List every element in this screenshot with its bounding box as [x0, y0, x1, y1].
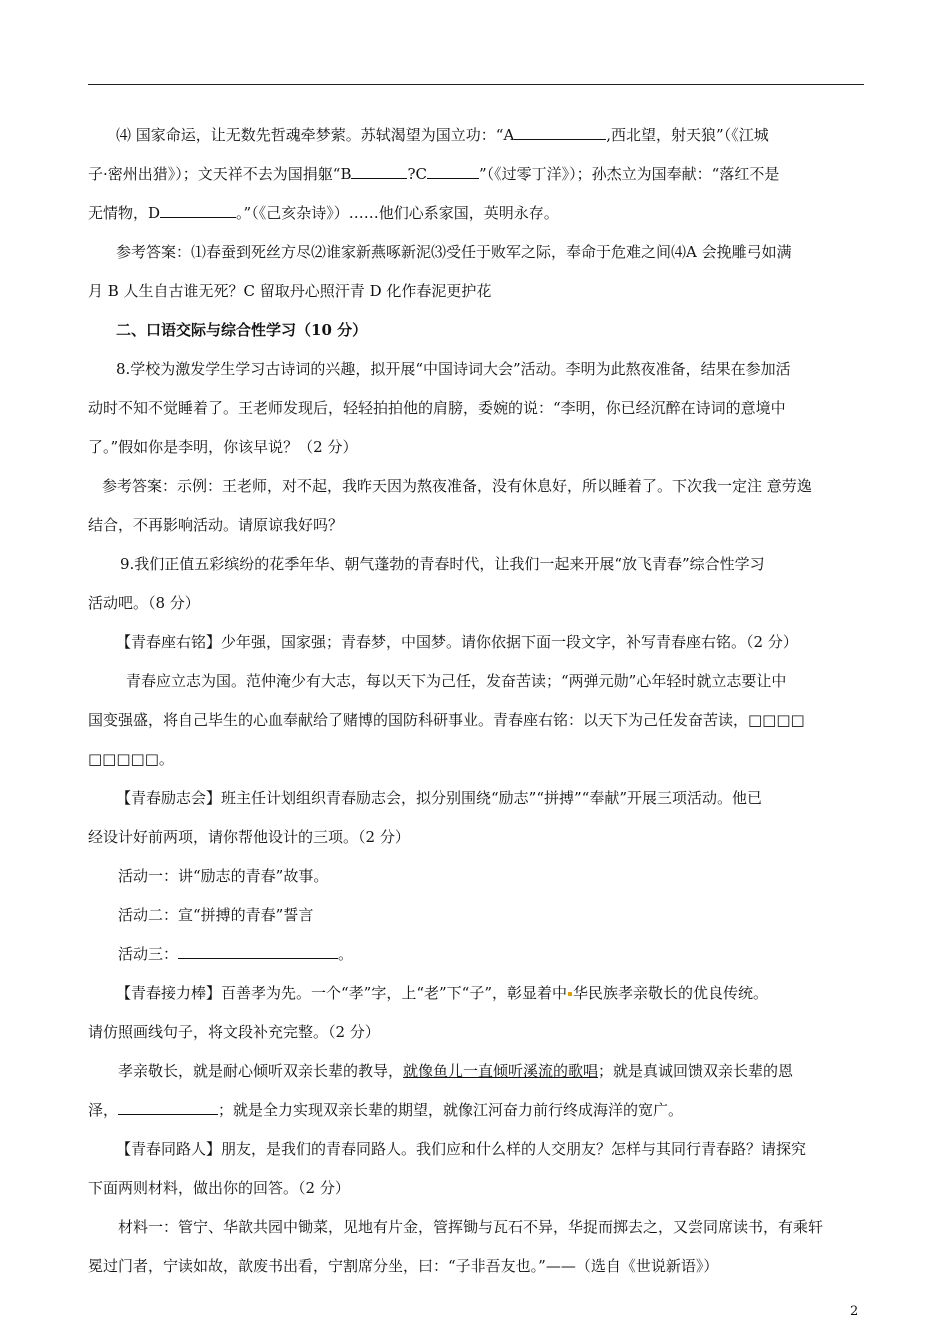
blank-activity-3[interactable]: [178, 943, 338, 959]
companion-line-2-text: 下面两则材料，做出你的回答。（2 分）: [88, 1179, 350, 1197]
rally-activity-1: 活动一：讲“励志的青春”故事。: [118, 867, 329, 885]
relay-line-4: 泽， ；就是全力实现双亲长辈的期望，就像江河奋力前行终成海洋的宽广。: [88, 1101, 684, 1119]
blank-a[interactable]: [514, 124, 606, 140]
blank-d[interactable]: [160, 202, 236, 218]
section2-title: 二、口语交际与综合性学习（10 分）: [116, 321, 368, 339]
q9-line-1: 9.我们正值五彩缤纷的花季年华、朝气蓬勃的青春时代，让我们一起来开展“放飞青春”综合性学习: [120, 555, 765, 573]
relay-line-2: 请仿照画线句子，将文段补充完整。（2 分）: [88, 1023, 380, 1041]
blank-relay[interactable]: [118, 1099, 218, 1115]
motto-line-3: 国变强盛，将自己毕生的心血奉献给了赌博的国防科研事业。青春座右铭：以天下为己任发奋苦读，□□□□: [88, 711, 805, 729]
answer1-line-1: 参考答案：⑴春蚕到死丝方尽⑵谁家新燕啄新泥⑶受任于败军之际，奉命于危难之间⑷A 会挽雕弓如满: [116, 243, 792, 261]
page-number: 2: [850, 1304, 859, 1319]
q8-line-3: 了。”假如你是李明，你该早说？（2 分）: [88, 438, 358, 456]
rally-line-2: 经设计好前两项，请你帮他设计的三项。（2 分）: [88, 828, 410, 846]
material-1-line-1: [88, 1216, 868, 1238]
q8-line-2: 动时不知不觉睡着了。王老师发现后，轻轻拍拍他的肩膀，委婉的说：“李明，你已经沉醉在诗词的意境中: [88, 399, 786, 417]
underlined-sentence: 就像鱼儿一直倾听溪流的歌唱: [403, 1062, 599, 1080]
material-1-line-2-text: 冕过门者，宁读如故，歆废书出看，宁割席分坐，曰：“子非吾友也。”——（选自《世说新语》）: [88, 1257, 719, 1275]
blank-b[interactable]: [351, 163, 407, 179]
header-rule: [88, 84, 864, 85]
motto-line-4: □□□□□。: [88, 750, 174, 768]
motto-line-1: 【青春座右铭】少年强，国家强；青春梦，中国梦。请你依据下面一段文字，补写青春座右铭。（2 分）: [116, 633, 798, 651]
q9-line-2: 活动吧。（8 分）: [88, 594, 200, 612]
companion-line-2: [88, 1177, 868, 1199]
blank-c[interactable]: [427, 163, 479, 179]
answer2-line-1: 参考答案：示例：王老师，对不起，我昨天因为熬夜准备，没有休息好，所以睡着了。下次我一定注 意劳逸: [102, 477, 812, 495]
q8-line-1: 8.学校为激发学生学习古诗词的兴趣，拟开展“中国诗词大会”活动。李明为此熬夜准备，结果在参加活: [116, 360, 791, 378]
highlight-mark: [568, 992, 572, 996]
q4-line-2: 子·密州出猎》）；文天祥不去为国捐躯“B ?C ”（《过零丁洋》）；孙杰立为国奉献：“落红不是: [88, 165, 780, 183]
relay-line-3: 孝亲敬长，就是耐心倾听双亲长辈的教导，就像鱼儿一直倾听溪流的歌唱；就是真诚回馈双亲长辈的恩: [118, 1062, 794, 1080]
material-1-line-1-text: 材料一：管宁、华歆共园中锄菜，见地有片金，管挥锄与瓦石不异，华捉而掷去之，又尝同席读书，有乘轩: [118, 1218, 824, 1236]
rally-activity-3: 活动三： 。: [118, 945, 354, 963]
answer2-line-2: 结合，不再影响活动。请原谅我好吗？: [88, 516, 344, 534]
relay-line-1: 【青春接力棒】百善孝为先。一个“孝”字，上“老”下“子”，彰显着中 华民族孝亲敬长的优良传统。: [116, 984, 769, 1002]
companion-line-1: 【青春同路人】朋友，是我们的青春同路人。我们应和什么样的人交朋友？怎样与其同行青春路？请探究: [116, 1140, 807, 1158]
q4-line-3: 无情物，D 。”（《己亥杂诗》）……他们心系家国，英明永存。: [88, 204, 559, 222]
rally-line-1: 【青春励志会】班主任计划组织青春励志会，拟分别围绕“励志”“拼搏”“奉献”开展三项活动。他已: [116, 789, 763, 807]
q4-line-1: ⑷ 国家命运，让无数先哲魂牵梦萦。苏轼渴望为国立功：“A ,西北望，射天狼”（《江城: [116, 126, 769, 144]
material-1-line-2: [88, 1255, 868, 1277]
rally-activity-2: 活动二：宣“拼搏的青春”誓言: [118, 906, 314, 924]
answer1-line-2: 月 B 人生自古谁无死？C 留取丹心照汗青 D 化作春泥更护花: [88, 282, 492, 300]
motto-line-2: 青春应立志为国。范仲淹少有大志，每以天下为己任，发奋苦读；“两弹元勋”心年轻时就立志要让中: [126, 672, 787, 690]
